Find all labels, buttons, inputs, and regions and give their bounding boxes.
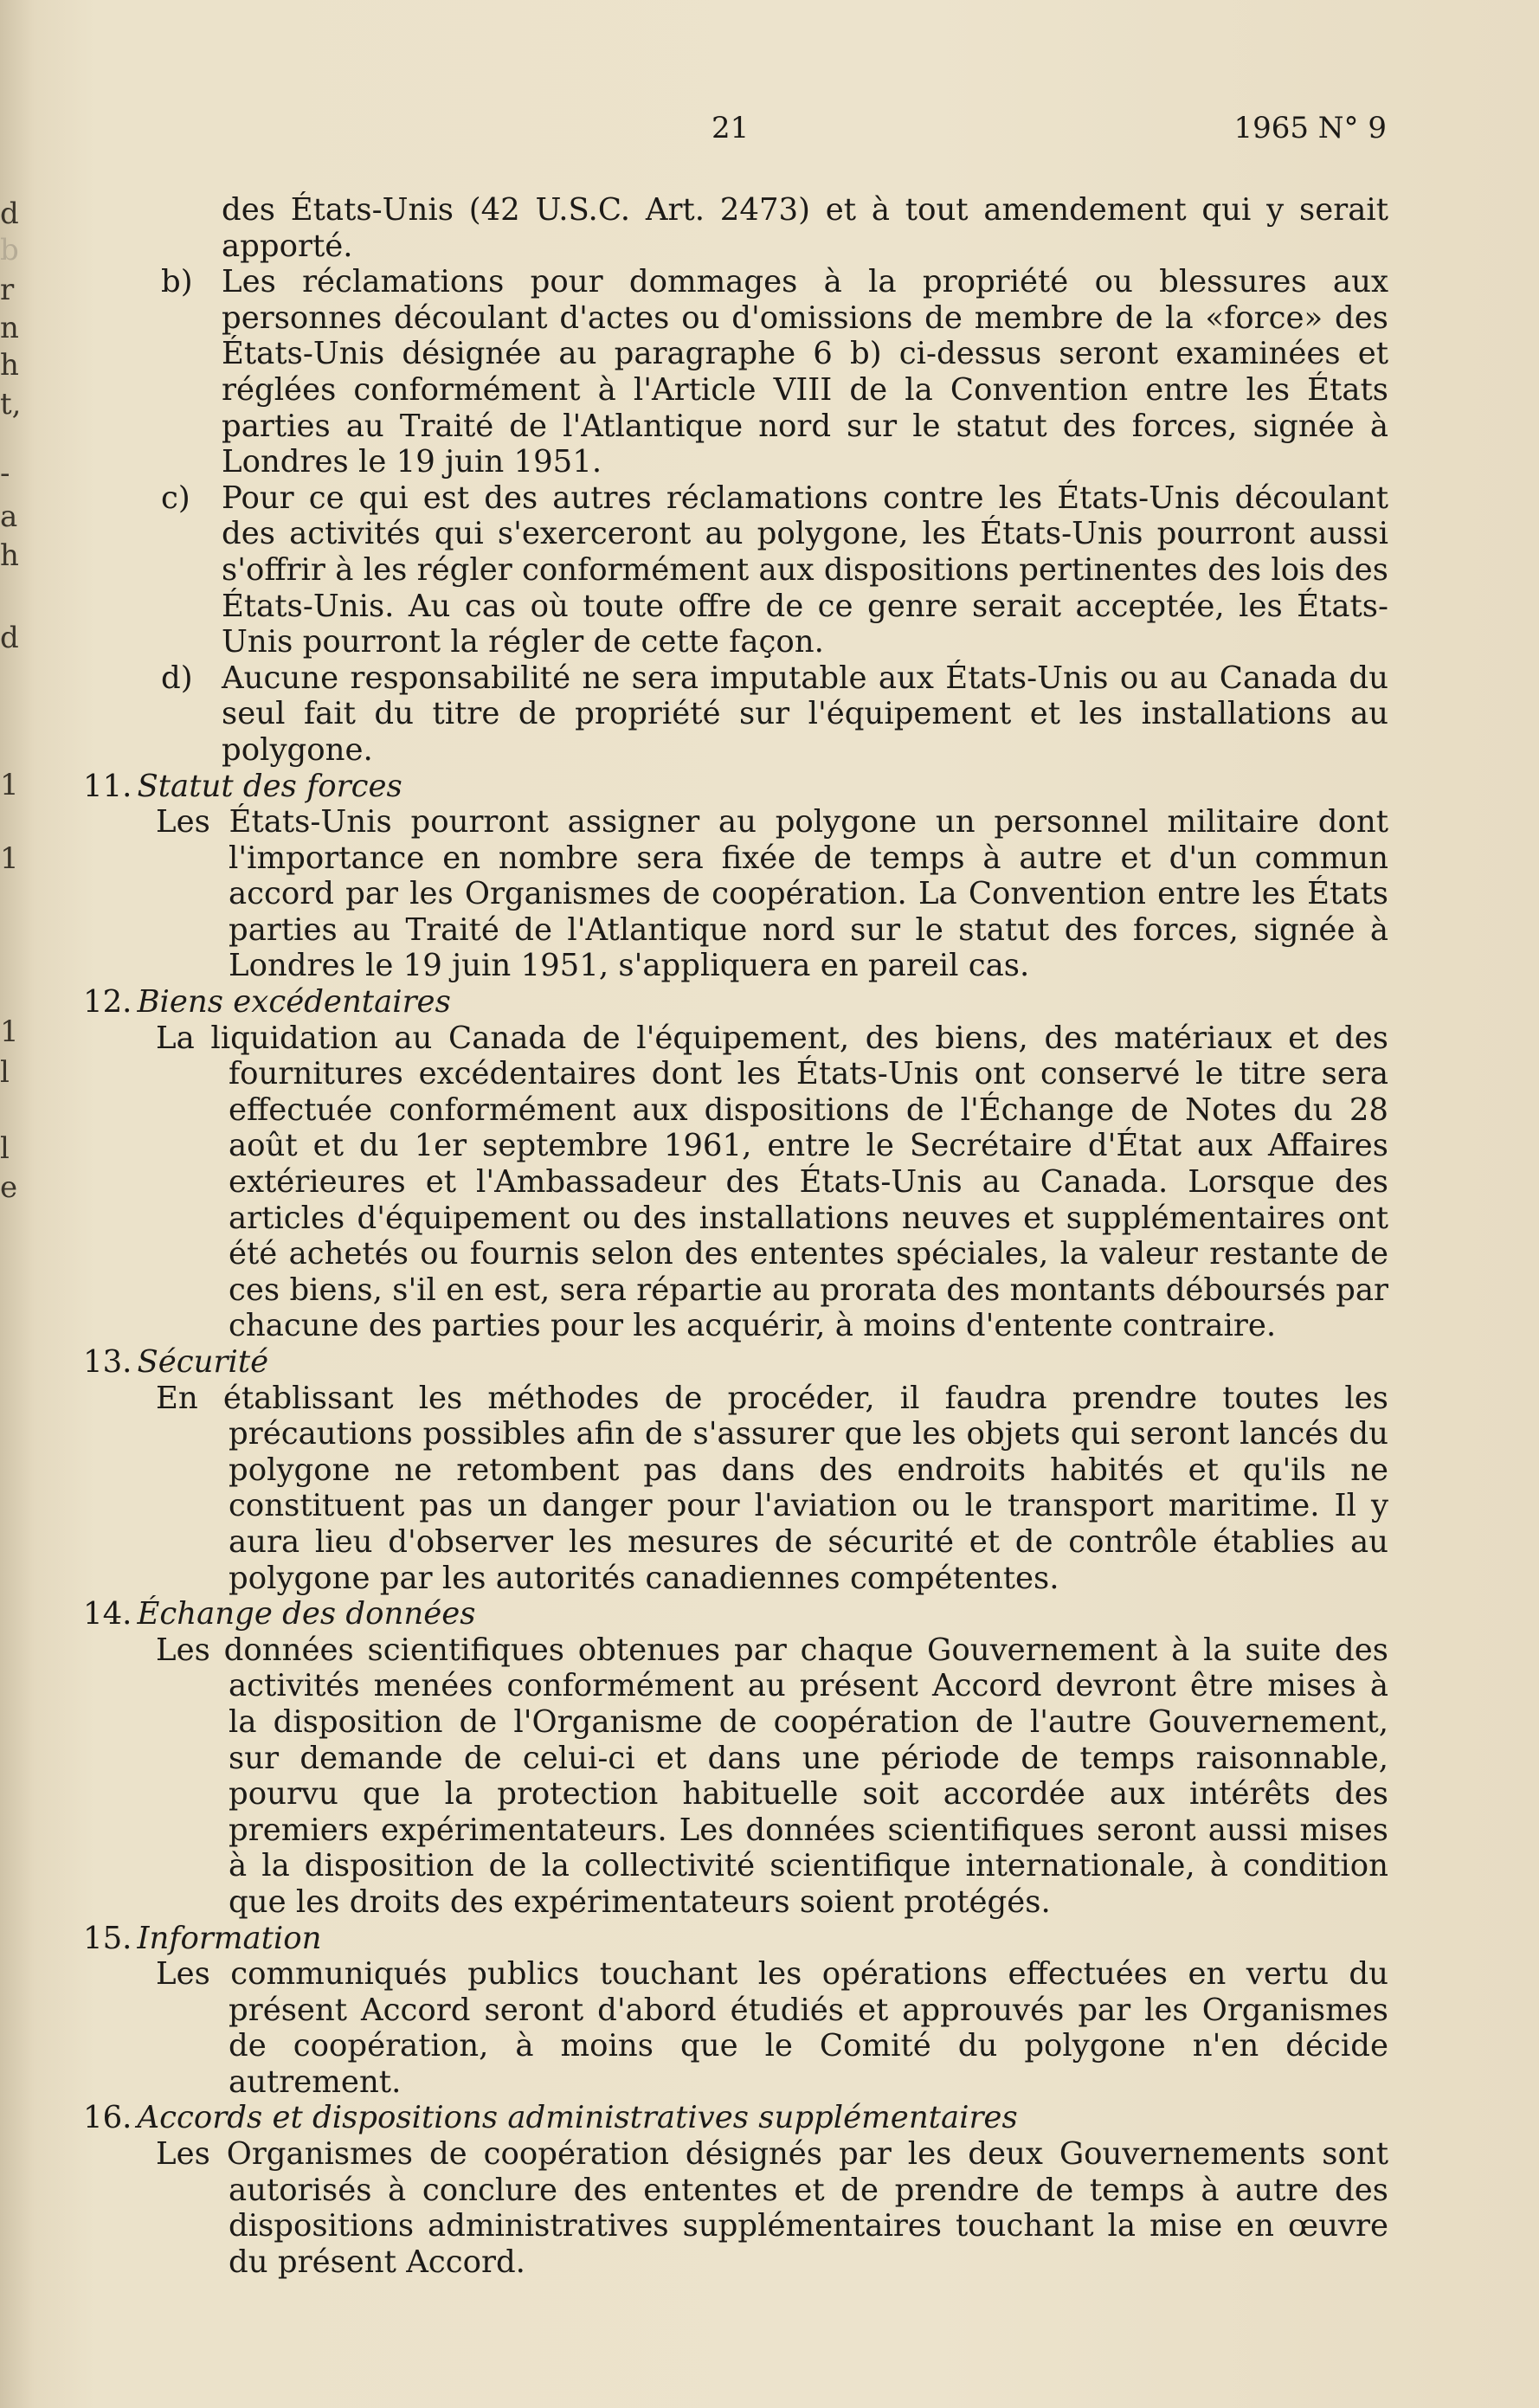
gutter-mark: b	[0, 233, 19, 267]
section-paragraph: Les données scientifiques obtenues par chaque Gouvernement à la suite des activités menées conformément au présent Accord devront être mises à la disposition de l'Organisme de coopération de l'autre Gouvernement, sur demande de celui-ci et dans une période de temps raisonnable, pourvu que la protection habituelle soit accordée aux intérêts des premiers expérimentateurs. Les données scientifiques seront aussi mises à la disposition de la collectivité scientifique internationale, à condition que les droits des expérimentateurs soient protégés.	[156, 1632, 1388, 1920]
gutter-mark: d	[0, 621, 19, 655]
section-15	[83, 1920, 1388, 2101]
section-title: Information	[137, 1920, 322, 1956]
section-16	[83, 2100, 1388, 2280]
adjacent-page-edge	[0, 0, 26, 2408]
document-reference: 1965 N° 9	[1233, 111, 1387, 145]
gutter-mark: d	[0, 196, 19, 231]
list-item	[156, 480, 1388, 660]
gutter-mark: a	[0, 499, 18, 534]
section-paragraph: Les Organismes de coopération désignés par les deux Gouvernements sont autorisés à conclure des ententes et de prendre de temps à autre des dispositions administratives supplémentaires touchant la mise en œuvre du présent Accord.	[156, 2136, 1388, 2280]
gutter-mark: -	[0, 456, 10, 491]
section-number: 11.	[83, 768, 132, 804]
section-title: Statut des forces	[137, 768, 402, 804]
section-14	[83, 1596, 1388, 1920]
gutter-mark: l	[0, 1131, 10, 1166]
section-number: 16.	[83, 2100, 132, 2136]
section-number: 12.	[83, 984, 132, 1021]
gutter-mark: r	[0, 273, 15, 307]
section-paragraph: La liquidation au Canada de l'équipement, des biens, des matériaux et des fournitures excédentaires dont les États-Unis ont conservé le titre sera effectuée conformément aux dispositions de l'Échange de Notes du 28 août et du 1er septembre 1961, entre le Secrétaire d'État aux Affaires extérieures et l'Ambassadeur des États-Unis au Canada. Lorsque des articles d'équipement ou des installations neuves et supplémentaires ont été achetés ou fournis selon des ententes spéciales, la valeur restante de ces biens, s'il en est, sera répartie au prorata des montants déboursés par chacune des parties pour les acquérir, à moins d'entente contraire.	[156, 1020, 1388, 1344]
section-title: Sécurité	[137, 1344, 269, 1380]
section-heading	[83, 1596, 1388, 1632]
gutter-mark: n	[0, 311, 19, 345]
list-item	[156, 264, 1388, 480]
section-12	[83, 984, 1388, 1344]
item-label: b)	[161, 264, 193, 300]
section-11	[83, 768, 1388, 985]
body-text	[83, 192, 1388, 2280]
section-paragraph: Les communiqués publics touchant les opérations effectuées en vertu du présent Accord seront d'abord étudiés et approuvés par les Organismes de coopération, à moins que le Comité du polygone n'en décide autrement.	[156, 1956, 1388, 2100]
gutter-mark: l	[0, 1055, 10, 1090]
section-heading	[83, 984, 1388, 1021]
gutter-mark: e	[0, 1170, 18, 1205]
item-text: Les réclamations pour dommages à la propriété ou blessures aux personnes découlant d'actes ou d'omissions de membre de la «force» des États-Unis désignée au paragraphe 6 b) ci-dessus seront examinées et réglées conformément à l'Article VIII de la Convention entre les États parties au Traité de l'Atlantique nord sur le statut des forces, signée à Londres le 19 juin 1951.	[222, 264, 1388, 480]
page-number: 21	[712, 111, 750, 145]
gutter-mark: h	[0, 348, 19, 383]
list-item	[156, 660, 1388, 769]
gutter-mark: h	[0, 538, 19, 573]
gutter-mark: t,	[0, 387, 22, 422]
item-label: c)	[161, 480, 190, 516]
section-heading	[83, 2100, 1388, 2136]
item-text: Aucune responsabilité ne sera imputable aux États-Unis ou au Canada du seul fait du titre de propriété sur l'équipement et les installations au polygone.	[222, 660, 1388, 768]
section-heading	[83, 1921, 1388, 1957]
gutter-mark: 1	[0, 768, 19, 802]
section-title: Échange des données	[137, 1596, 476, 1632]
section-paragraph: En établissant les méthodes de procéder, il faudra prendre toutes les précautions possibles afin de s'assurer que les objets qui seront lancés du polygone ne retombent pas dans des endroits habités et qu'ils ne constituent pas un danger pour l'aviation ou le transport maritime. Il y aura lieu d'observer les mesures de sécurité et de contrôle établies au polygone par les autorités canadiennes compétentes.	[156, 1380, 1388, 1596]
section-number: 14.	[83, 1596, 132, 1632]
section-13	[83, 1344, 1388, 1596]
section-number: 15.	[83, 1920, 132, 1956]
gutter-mark: 1	[0, 1014, 19, 1049]
item-text: Pour ce qui est des autres réclamations contre les États-Unis découlant des activités qui s'exerceront au polygone, les États-Unis pourront aussi s'offrir à les régler conformément aux dispositions pertinentes des lois des États-Unis. Au cas où toute offre de ce genre serait acceptée, les États-Unis pourront la régler de cette façon.	[222, 480, 1388, 660]
section-title: Accords et dispositions administratives supplémentaires	[137, 2100, 1018, 2136]
section-paragraph: Les États-Unis pourront assigner au polygone un personnel militaire dont l'importance en nombre sera fixée de temps à autre et d'un commun accord par les Organismes de coopération. La Convention entre les États parties au Traité de l'Atlantique nord sur le statut des forces, signée à Londres le 19 juin 1951, s'appliquera en pareil cas.	[156, 804, 1388, 984]
gutter-mark: 1	[0, 841, 19, 876]
continued-paragraph: des États-Unis (42 U.S.C. Art. 2473) et à tout amendement qui y serait apporté.	[222, 192, 1388, 264]
section-heading	[83, 1344, 1388, 1381]
section-heading	[83, 769, 1388, 805]
section-number: 13.	[83, 1344, 132, 1380]
page-header	[0, 111, 1539, 154]
section-title: Biens excédentaires	[137, 984, 451, 1021]
item-label: d)	[161, 660, 193, 696]
